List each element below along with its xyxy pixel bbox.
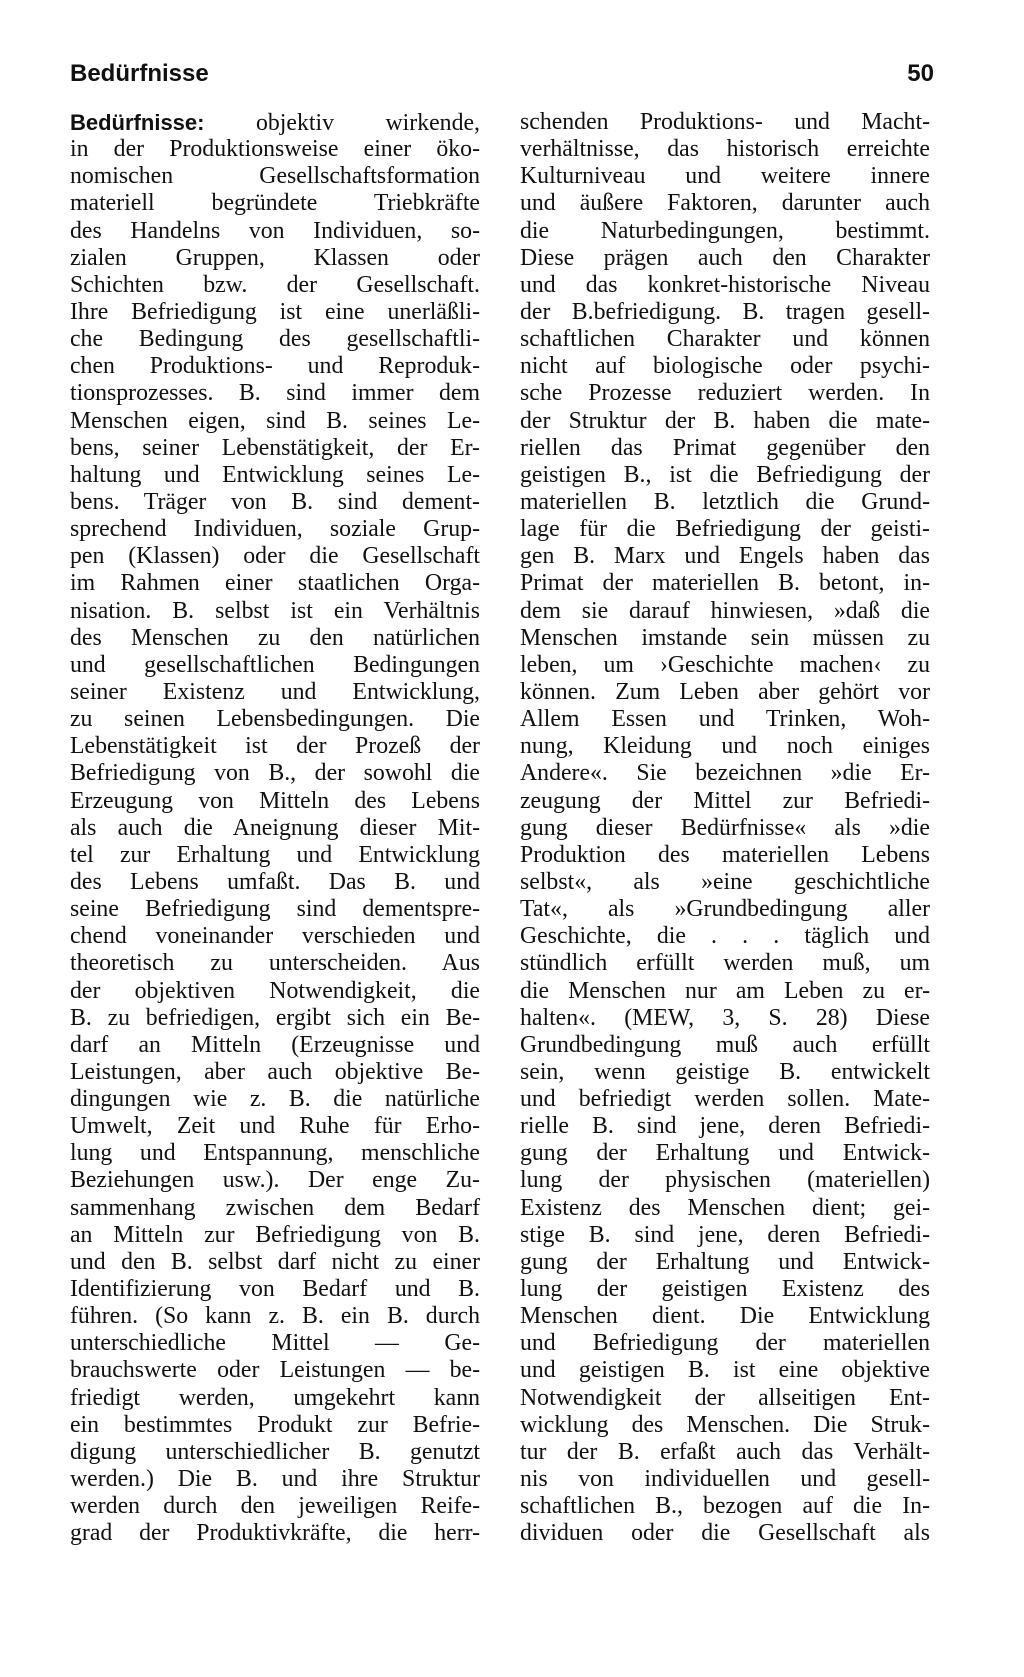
text-line xyxy=(70,706,480,733)
text-line xyxy=(70,652,480,679)
text-line-content: Menschen dient. Die Entwicklung xyxy=(520,1303,930,1330)
text-line-content: und geistigen B. ist eine objektive xyxy=(520,1357,930,1384)
text-line xyxy=(70,1249,480,1276)
text-line-content: haltung und Entwicklung seines Le- xyxy=(70,461,480,488)
text-line-content: Leistungen, aber auch objektive Be- xyxy=(70,1058,480,1085)
text-line-content: lung der physischen (materiellen) xyxy=(520,1167,930,1194)
text-line-content: die Naturbedingungen, bestimmt. xyxy=(520,217,930,244)
text-line-content: seine Befriedigung sind dementspre- xyxy=(70,896,480,923)
text-line xyxy=(70,1005,480,1032)
text-line-content: tionsprozesses. B. sind immer dem xyxy=(70,380,480,407)
text-line xyxy=(70,543,480,570)
text-line-content: nomischen Gesellschaftsformation xyxy=(70,163,480,190)
text-line-content: dingungen wie z. B. die natürliche xyxy=(70,1086,480,1113)
text-line-content: Identifizierung von Bedarf und B. xyxy=(70,1276,480,1303)
text-line xyxy=(520,625,930,652)
text-line-content: Existenz des Menschen dient; gei- xyxy=(520,1194,930,1221)
text-line-content: und Befriedigung der materiellen xyxy=(520,1330,930,1357)
text-line-content: führen. (So kann z. B. ein B. durch xyxy=(70,1303,480,1330)
text-line xyxy=(70,136,480,163)
text-line xyxy=(520,679,930,706)
text-line-content: Diese prägen auch den Charakter xyxy=(520,244,930,271)
text-line-content: sammenhang zwischen dem Bedarf xyxy=(70,1194,480,1221)
text-line-content: tel zur Erhaltung und Entwicklung xyxy=(70,841,480,868)
text-line xyxy=(70,408,480,435)
text-line-content: Tat«, als »Grundbedingung aller xyxy=(520,896,930,923)
text-line-content: Notwendigkeit der allseitigen Ent- xyxy=(520,1384,930,1411)
text-line-content: lung und Entspannung, menschliche xyxy=(70,1140,480,1167)
text-line xyxy=(520,570,930,597)
text-line-content: Menschen imstande sein müssen zu xyxy=(520,624,930,651)
text-line-content: Ihre Befriedigung ist eine unerläßli- xyxy=(70,298,480,325)
text-line xyxy=(70,1086,480,1113)
text-line-content: digung unterschiedlicher B. genutzt xyxy=(70,1438,480,1465)
text-line xyxy=(520,353,930,380)
text-line-content: der objektiven Notwendigkeit, die xyxy=(70,977,480,1004)
text-line-content: Schichten bzw. der Gesellschaft. xyxy=(70,271,480,298)
text-line xyxy=(520,1086,930,1113)
text-line xyxy=(520,1276,930,1303)
text-line-content: zialen Gruppen, Klassen oder xyxy=(70,244,480,271)
text-line-content: Produktion des materiellen Lebens xyxy=(520,841,930,868)
text-line xyxy=(520,489,930,516)
text-line-content: werden durch den jeweiligen Reife- xyxy=(70,1493,480,1520)
text-line xyxy=(520,1520,930,1547)
text-line-content: gung der Erhaltung und Entwick- xyxy=(520,1248,930,1275)
text-line-content: stündlich erfüllt werden muß, um xyxy=(520,950,930,977)
text-line xyxy=(520,978,930,1005)
text-line xyxy=(520,1005,930,1032)
text-line-content: Lebenstätigkeit ist der Prozeß der xyxy=(70,733,480,760)
text-line-content: Andere«. Sie bezeichnen »die Er- xyxy=(520,760,930,787)
text-line xyxy=(70,1412,480,1439)
text-line-content: chen Produktions- und Reproduk- xyxy=(70,353,480,380)
text-line-content: sche Prozesse reduziert werden. In xyxy=(520,380,930,407)
text-line xyxy=(520,1249,930,1276)
text-line xyxy=(520,1303,930,1330)
text-line xyxy=(520,1032,930,1059)
text-line xyxy=(70,896,480,923)
text-line xyxy=(520,842,930,869)
text-line xyxy=(520,1357,930,1384)
text-line xyxy=(70,978,480,1005)
text-line-content: in der Produktionsweise einer öko- xyxy=(70,136,480,163)
text-line xyxy=(70,1195,480,1222)
text-line-content: wicklung des Menschen. Die Struk- xyxy=(520,1411,930,1438)
text-line xyxy=(520,543,930,570)
text-line-content: schenden Produktions- und Macht- xyxy=(520,109,930,135)
text-line-content: geistigen B., ist die Befriedigung der xyxy=(520,461,930,488)
text-line-content: halten«. (MEW, 3, S. 28) Diese xyxy=(520,1004,930,1031)
text-line xyxy=(70,625,480,652)
text-line-content: und gesellschaftlichen Bedingungen xyxy=(70,651,480,678)
text-line-content: schaftlichen B., bezogen auf die In- xyxy=(520,1493,930,1520)
text-line xyxy=(70,190,480,217)
text-line-content: sein, wenn geistige B. entwickelt xyxy=(520,1058,930,1085)
text-line-content: des Menschen zu den natürlichen xyxy=(70,624,480,651)
running-head-title: Bedürfnisse xyxy=(70,60,209,87)
running-head xyxy=(70,54,934,94)
text-line-content: Befriedigung von B., der sowohl die xyxy=(70,760,480,787)
text-line xyxy=(520,218,930,245)
text-line-content: objektiv wirkende, xyxy=(204,110,480,136)
text-line xyxy=(70,462,480,489)
text-line xyxy=(520,408,930,435)
text-line-content: und befriedigt werden sollen. Mate- xyxy=(520,1086,930,1113)
text-line xyxy=(70,1493,480,1520)
text-line xyxy=(70,1357,480,1384)
text-line-content: Grundbedingung muß auch erfüllt xyxy=(520,1031,930,1058)
text-line-content: B. zu befriedigen, ergibt sich ein Be- xyxy=(70,1004,480,1031)
text-line-content: dem sie darauf hinwiesen, »daß die xyxy=(520,597,930,624)
text-line-content: im Rahmen einer staatlichen Orga- xyxy=(70,570,480,597)
text-line-content: materiellen B. letztlich die Grund- xyxy=(520,488,930,515)
text-line xyxy=(520,1330,930,1357)
text-line-content: nis von individuellen und gesell- xyxy=(520,1466,930,1493)
text-line xyxy=(520,760,930,787)
text-line xyxy=(70,489,480,516)
text-line xyxy=(70,353,480,380)
text-line xyxy=(70,842,480,869)
text-line xyxy=(520,136,930,163)
text-line-content: che Bedingung des gesellschaftli- xyxy=(70,326,480,353)
text-line xyxy=(70,218,480,245)
text-line xyxy=(520,326,930,353)
text-line xyxy=(70,1385,480,1412)
text-line-content: lung der geistigen Existenz des xyxy=(520,1276,930,1303)
text-line xyxy=(520,1466,930,1493)
text-line-content: Menschen eigen, sind B. seines Le- xyxy=(70,407,480,434)
text-line xyxy=(70,869,480,896)
text-line xyxy=(520,109,930,136)
text-line xyxy=(520,1195,930,1222)
text-line-content: selbst«, als »eine geschichtliche xyxy=(520,868,930,895)
text-line xyxy=(520,272,930,299)
text-line-content: stige B. sind jene, deren Befriedi- xyxy=(520,1221,930,1248)
text-line-content: theoretisch zu unterscheiden. Aus xyxy=(70,950,480,977)
text-line xyxy=(520,190,930,217)
text-line xyxy=(70,1439,480,1466)
text-line xyxy=(70,1113,480,1140)
text-line-content: Geschichte, die . . . täglich und xyxy=(520,923,930,950)
text-line-content: darf an Mitteln (Erzeugnisse und xyxy=(70,1031,480,1058)
text-line-content: der Struktur der B. haben die mate- xyxy=(520,407,930,434)
text-line-content: gung der Erhaltung und Entwick- xyxy=(520,1140,930,1167)
text-line xyxy=(520,380,930,407)
text-line xyxy=(70,815,480,842)
text-line-content: nung, Kleidung und noch einiges xyxy=(520,733,930,760)
text-line-content: als auch die Aneignung dieser Mit- xyxy=(70,814,480,841)
text-line xyxy=(520,1222,930,1249)
text-line xyxy=(520,598,930,625)
text-line xyxy=(70,435,480,462)
text-line xyxy=(520,1140,930,1167)
text-line xyxy=(70,950,480,977)
text-line xyxy=(520,299,930,326)
text-line-content: Erzeugung von Mitteln des Lebens xyxy=(70,787,480,814)
text-line xyxy=(520,163,930,190)
text-line xyxy=(520,923,930,950)
text-line xyxy=(70,1059,480,1086)
text-line-content: Primat der materiellen B. betont, in- xyxy=(520,570,930,597)
text-line-content: des Lebens umfaßt. Das B. und xyxy=(70,868,480,895)
text-line-content: pen (Klassen) oder die Gesellschaft xyxy=(70,543,480,570)
text-line-content: Allem Essen und Trinken, Woh- xyxy=(520,706,930,733)
text-line-content: tur der B. erfaßt auch das Verhält- xyxy=(520,1438,930,1465)
text-line xyxy=(520,815,930,842)
text-line xyxy=(520,706,930,733)
text-line xyxy=(520,896,930,923)
text-line xyxy=(70,1520,480,1547)
text-line-content: werden.) Die B. und ihre Struktur xyxy=(70,1466,480,1493)
text-line xyxy=(70,109,480,136)
text-line-content: sprechend Individuen, soziale Grup- xyxy=(70,516,480,543)
text-line-content: die Menschen nur am Leben zu er- xyxy=(520,977,930,1004)
text-line xyxy=(70,163,480,190)
text-line xyxy=(520,1385,930,1412)
text-line-content: Beziehungen usw.). Der enge Zu- xyxy=(70,1167,480,1194)
text-line-content: schaftlichen Charakter und können xyxy=(520,326,930,353)
text-line xyxy=(520,462,930,489)
text-line-content: gen B. Marx und Engels haben das xyxy=(520,543,930,570)
text-line-content: unterschiedliche Mittel — Ge- xyxy=(70,1330,480,1357)
text-line-content: bens. Träger von B. sind dement- xyxy=(70,488,480,515)
text-line xyxy=(70,245,480,272)
text-line xyxy=(70,1276,480,1303)
text-line xyxy=(520,1412,930,1439)
text-line-content: Kulturniveau und weitere innere xyxy=(520,163,930,190)
text-line xyxy=(520,516,930,543)
text-line-content: nisation. B. selbst ist ein Verhältnis xyxy=(70,597,480,624)
text-line-content: zeugung der Mittel zur Befriedi- xyxy=(520,787,930,814)
text-line xyxy=(520,245,930,272)
text-line xyxy=(70,733,480,760)
text-line xyxy=(70,326,480,353)
text-line xyxy=(70,272,480,299)
text-column-left xyxy=(70,109,480,1547)
text-line-content: bens, seiner Lebenstätigkeit, der Er- xyxy=(70,434,480,461)
text-line xyxy=(70,570,480,597)
text-line xyxy=(520,733,930,760)
text-line-content: grad der Produktivkräfte, die herr- xyxy=(70,1520,480,1547)
text-line xyxy=(520,1113,930,1140)
text-line-content: materiell begründete Triebkräfte xyxy=(70,190,480,217)
text-line-content: zu seinen Lebensbedingungen. Die xyxy=(70,706,480,733)
text-line-content: gung dieser Bedürfnisse« als »die xyxy=(520,814,930,841)
text-line xyxy=(70,516,480,543)
text-line xyxy=(70,1303,480,1330)
text-line-content: rielle B. sind jene, deren Befriedi- xyxy=(520,1113,930,1140)
text-line-content: verhältnisse, das historisch erreichte xyxy=(520,136,930,163)
text-line-content: Umwelt, Zeit und Ruhe für Erho- xyxy=(70,1113,480,1140)
text-line-content: nicht auf biologische oder psychi- xyxy=(520,353,930,380)
text-line-content: des Handelns von Individuen, so- xyxy=(70,217,480,244)
entry-headword: Bedürfnisse: xyxy=(70,110,205,135)
text-line xyxy=(520,869,930,896)
text-line-content: lage für die Befriedigung der geisti- xyxy=(520,516,930,543)
text-line xyxy=(520,788,930,815)
text-line-content: riellen das Primat gegenüber den xyxy=(520,434,930,461)
text-line xyxy=(70,1167,480,1194)
text-line-content: ein bestimmtes Produkt zur Befrie- xyxy=(70,1411,480,1438)
text-line xyxy=(520,1167,930,1194)
text-column-right xyxy=(520,109,930,1547)
text-line-content: brauchswerte oder Leistungen — be- xyxy=(70,1357,480,1384)
text-line xyxy=(70,1140,480,1167)
text-line xyxy=(70,380,480,407)
text-line xyxy=(70,1466,480,1493)
text-line xyxy=(70,760,480,787)
text-line xyxy=(70,598,480,625)
text-line xyxy=(70,923,480,950)
text-line xyxy=(520,950,930,977)
text-line xyxy=(520,652,930,679)
text-line-content: seiner Existenz und Entwicklung, xyxy=(70,678,480,705)
text-line-content: der B.befriedigung. B. tragen gesell- xyxy=(520,298,930,325)
text-line-content: und äußere Faktoren, darunter auch xyxy=(520,190,930,217)
page-number: 50 xyxy=(907,60,934,87)
text-line xyxy=(70,1330,480,1357)
text-line xyxy=(520,1439,930,1466)
text-line xyxy=(70,1032,480,1059)
text-line-content: und den B. selbst darf nicht zu einer xyxy=(70,1248,480,1275)
text-line-content: und das konkret-historische Niveau xyxy=(520,271,930,298)
text-line xyxy=(520,1493,930,1520)
text-line-content: an Mitteln zur Befriedigung von B. xyxy=(70,1221,480,1248)
text-line-content: friedigt werden, umgekehrt kann xyxy=(70,1384,480,1411)
text-line xyxy=(520,435,930,462)
text-line-content: chend voneinander verschieden und xyxy=(70,923,480,950)
text-line-content: leben, um ›Geschichte machen‹ zu xyxy=(520,651,930,678)
text-line-content: können. Zum Leben aber gehört vor xyxy=(520,678,930,705)
text-line xyxy=(70,679,480,706)
text-line xyxy=(70,1222,480,1249)
text-line xyxy=(70,299,480,326)
text-line xyxy=(520,1059,930,1086)
text-line-content: dividuen oder die Gesellschaft als xyxy=(520,1520,930,1547)
text-line xyxy=(70,788,480,815)
